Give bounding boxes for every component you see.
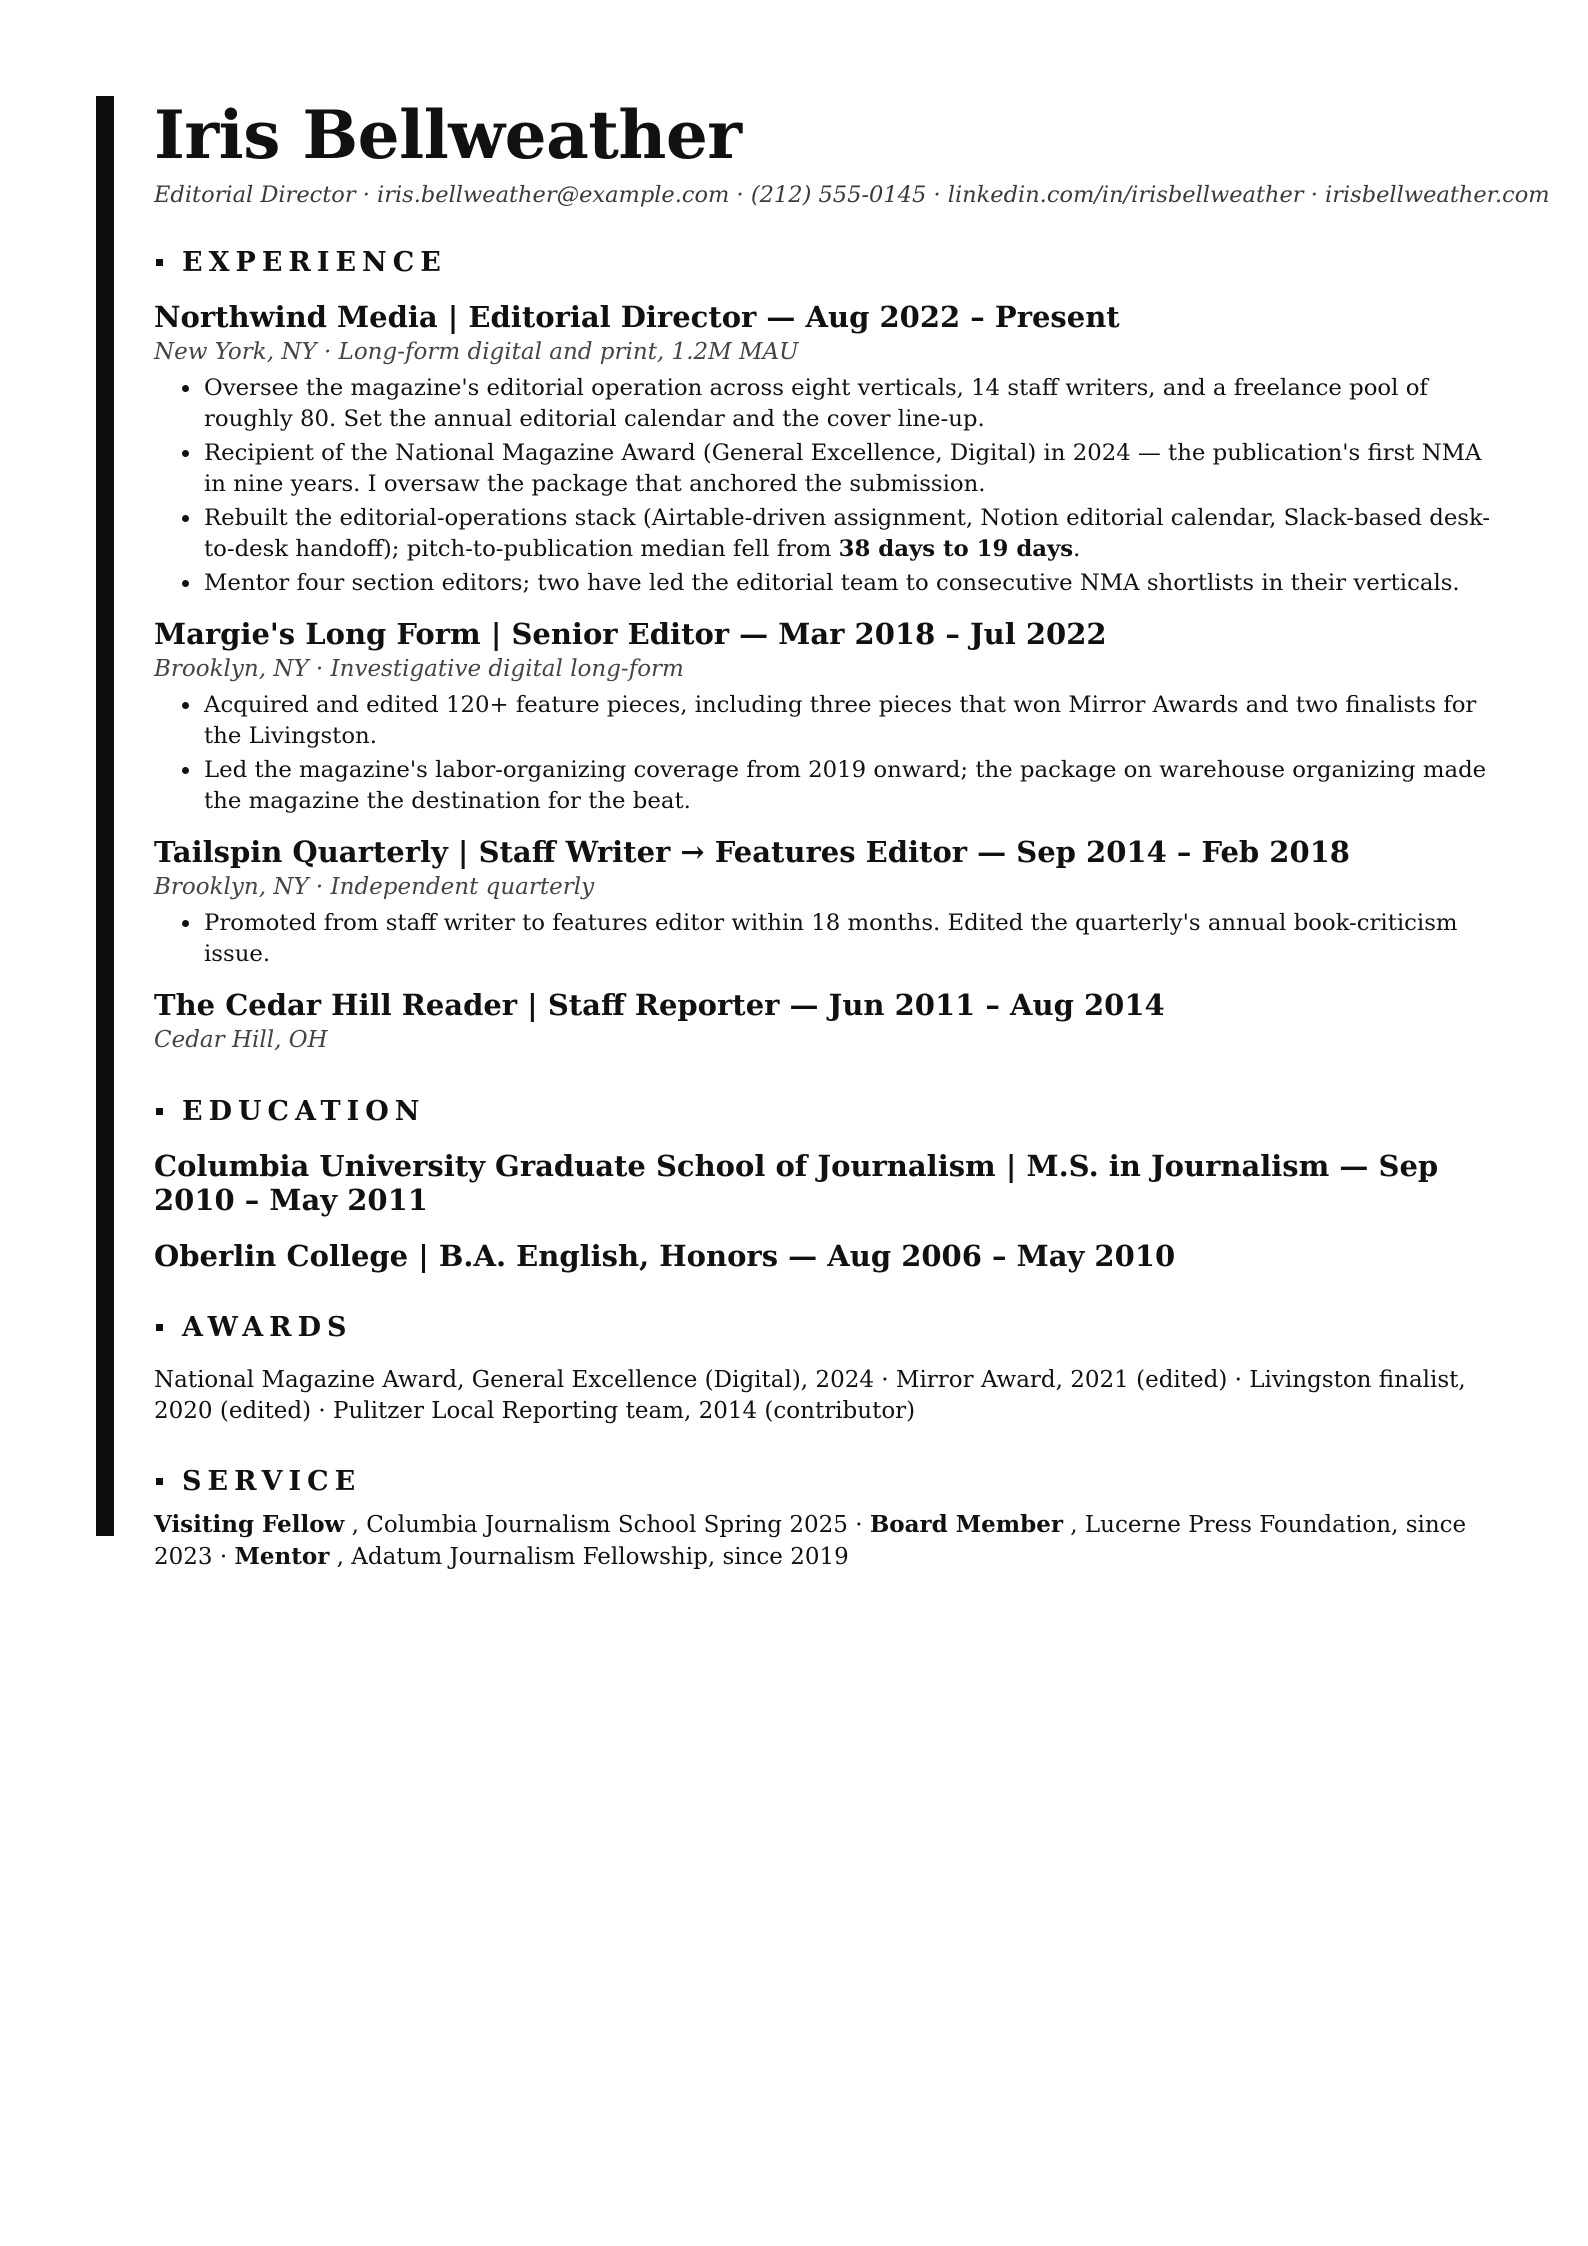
section-awards-label: AWARDS (182, 1311, 353, 1343)
service-role: Board Member (869, 1511, 1063, 1538)
bullet-text: Rebuilt the editorial-operations stack (Airtable-driven assignment, Notion editorial calendar, Slack-based desk-to-desk handoff); pitch-to-publication median fell from (204, 505, 1491, 562)
job-title: The Cedar Hill Reader | Staff Reporter — Jun 2011 – Aug 2014 (154, 988, 1165, 1022)
bullet-item (202, 503, 1494, 565)
resume-content (154, 92, 1550, 1573)
job-subtitle: Brooklyn, NY · Investigative digital long-form (154, 656, 684, 682)
job-northwind (154, 298, 1494, 599)
section-experience-label: EXPERIENCE (182, 246, 447, 278)
job-cedar-hill (154, 986, 1494, 1057)
section-service-label: SERVICE (182, 1465, 362, 1497)
education-entry: Oberlin College | B.A. English, Honors — Aug 2006 – May 2010 (154, 1239, 1176, 1273)
section-bullet-icon (156, 1478, 163, 1485)
bullet-item: • Mentor four section editors; two have led the editorial team to consecutive NMA shortlists in their verticals. (202, 568, 1494, 599)
job-subtitle: Cedar Hill, OH (154, 1027, 328, 1053)
awards-text: National Magazine Award, General Excellence (Digital), 2024 · Mirror Award, 2021 (edited) · Livingston finalist, 2020 (edited) · Pulitzer Local Reporting team, 2014 (contributor) (154, 1367, 1466, 1424)
job-subtitle: New York, NY · Long-form digital and print, 1.2M MAU (154, 339, 799, 365)
service-detail: , Adatum Journalism Fellowship, since 2019 (329, 1544, 849, 1570)
section-service (154, 1461, 1494, 1501)
section-education (154, 1091, 1494, 1131)
section-bullet-icon (156, 1108, 163, 1115)
bullet-item: • Promoted from staff writer to features editor within 18 months. Edited the quarterly's annual book-criticism issue. (202, 908, 1494, 970)
job-margies (154, 615, 1494, 817)
bullet-item: • Acquired and edited 120+ feature pieces, including three pieces that won Mirror Awards and two finalists for the Livingston. (202, 690, 1494, 752)
accent-rule (96, 96, 114, 1536)
job-title: Margie's Long Form | Senior Editor — Mar 2018 – Jul 2022 (154, 617, 1107, 651)
bullet-item: • Oversee the magazine's editorial operation across eight verticals, 14 staff writers, and a freelance pool of roughly 80. Set the annual editorial calendar and the cover line-up. (202, 373, 1494, 435)
section-bullet-icon (156, 259, 163, 266)
job-title: Tailspin Quarterly | Staff Writer → Features Editor — Sep 2014 – Feb 2018 (154, 835, 1350, 869)
service-detail: , Lucerne Press Foundation, since 2023 · (154, 1512, 1467, 1570)
service-role: Visiting Fellow (154, 1511, 345, 1538)
bullet-text: . (1073, 536, 1081, 562)
section-awards (154, 1307, 1494, 1347)
job-tailspin (154, 833, 1494, 970)
section-education-label: EDUCATION (182, 1095, 426, 1127)
contact-line: Editorial Director · iris.bellweather@example.com · (212) 555-0145 · linkedin.com/in/irisbellweather · irisbellweather.com (154, 182, 1550, 208)
service-role: Mentor (234, 1543, 330, 1570)
job-bullets (154, 373, 1494, 599)
job-subtitle: Brooklyn, NY · Independent quarterly (154, 874, 595, 900)
bullet-item: • Led the magazine's labor-organizing coverage from 2019 onward; the package on warehouse organizing made the magazine the destination for the beat. (202, 755, 1494, 817)
service-detail: , Columbia Journalism School Spring 2025 · (344, 1512, 870, 1538)
job-bullets (154, 690, 1494, 817)
education-entry: Columbia University Graduate School of Journalism | M.S. in Journalism — Sep 2010 – May 2011 (154, 1149, 1439, 1217)
job-bullets (154, 908, 1494, 970)
job-title: Northwind Media | Editorial Director — Aug 2022 – Present (154, 300, 1120, 334)
candidate-name: Iris Bellweather (154, 96, 742, 174)
bullet-highlight: 38 days to 19 days (838, 536, 1074, 562)
service-text (154, 1509, 1494, 1573)
section-experience (154, 242, 1494, 282)
section-bullet-icon (156, 1324, 163, 1331)
bullet-item: • Recipient of the National Magazine Award (General Excellence, Digital) in 2024 — the publication's first NMA in nine years. I oversaw the package that anchored the submission. (202, 438, 1494, 500)
